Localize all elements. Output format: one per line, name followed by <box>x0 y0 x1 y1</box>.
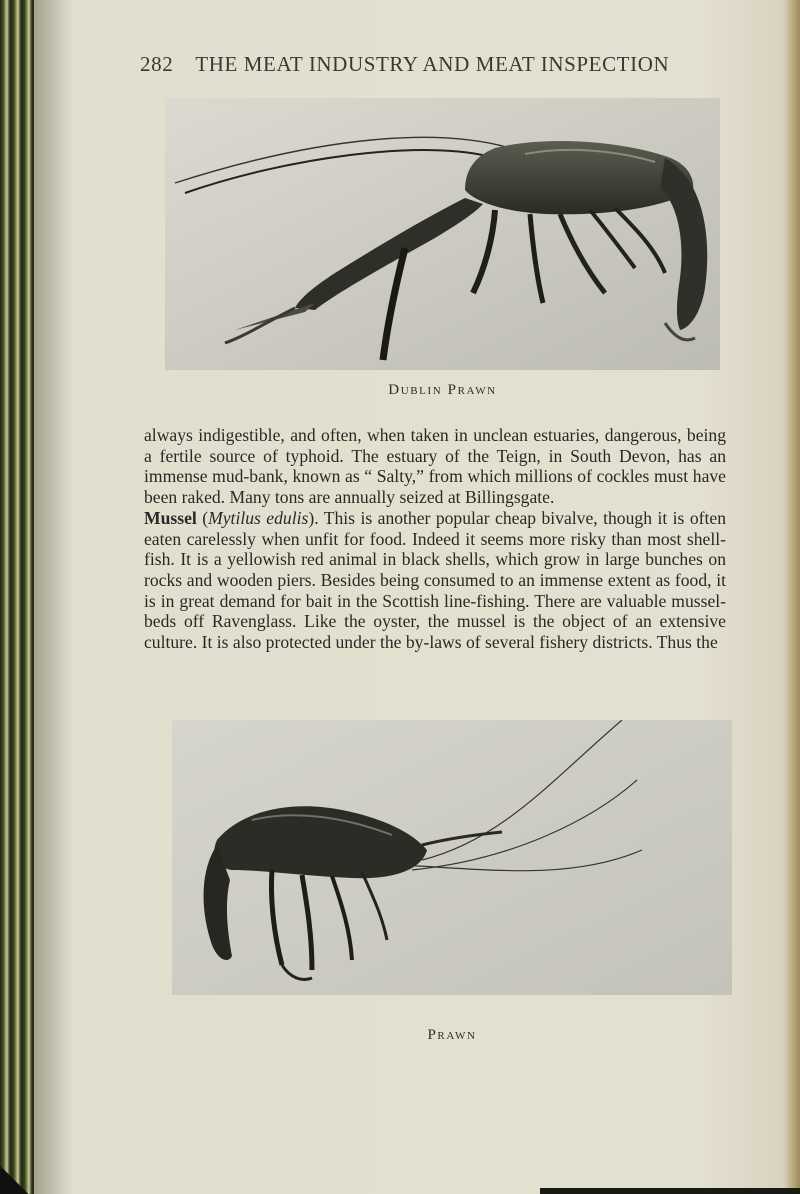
dublin-prawn-illustration <box>165 98 720 370</box>
prawn-illustration <box>172 720 732 995</box>
spine-shadow <box>34 0 74 1194</box>
book-binding <box>0 0 34 1194</box>
mussel-paren-close: ). <box>308 507 319 528</box>
page-number: 282 <box>140 52 174 76</box>
figure-caption-bottom: Prawn <box>427 1027 477 1043</box>
running-title: THE MEAT INDUSTRY AND MEAT INSPECTION <box>195 52 670 76</box>
figure-caption-top: Dublin Prawn <box>388 382 497 398</box>
page-edge <box>784 0 800 1194</box>
mussel-latin-name: Mytilus edulis <box>208 507 309 528</box>
paragraph-mussel <box>144 508 726 653</box>
mussel-heading: Mussel <box>144 507 197 528</box>
page-bottom-edge <box>540 1188 800 1194</box>
paragraph-cockles: always indigestible, and often, when taken in unclean estuaries, dangerous, being a fertile source of typhoid. The estuary of the Teign, in South Devon, has an immense mud-bank, known as “ Salty,” from which millions of cockles must have been raked. Many tons are annually seized at Billingsgate. <box>144 425 726 508</box>
prawn-photo <box>172 720 732 995</box>
body-text <box>144 425 726 653</box>
page-corner-shadow <box>0 1164 40 1194</box>
mussel-description: This is another popular cheap bivalve, though it is often eaten carelessly when unfit for food. Indeed it seems more risky than most shell-fish. It is a yellowish red animal in black shells, which grow in large bunches on rocks and wooden piers. Besides being consumed to an immense extent as food, it is in great demand for bait in the Scottish line-fishing. There are valuable mussel-beds off Ravenglass. Like the oyster, the mussel is the object of an extensive culture. It is also protected under the by-laws of several fishery districts. Thus the <box>144 507 726 653</box>
dublin-prawn-photo <box>165 98 720 370</box>
mussel-paren-open: ( <box>196 507 209 528</box>
running-header <box>140 52 700 77</box>
